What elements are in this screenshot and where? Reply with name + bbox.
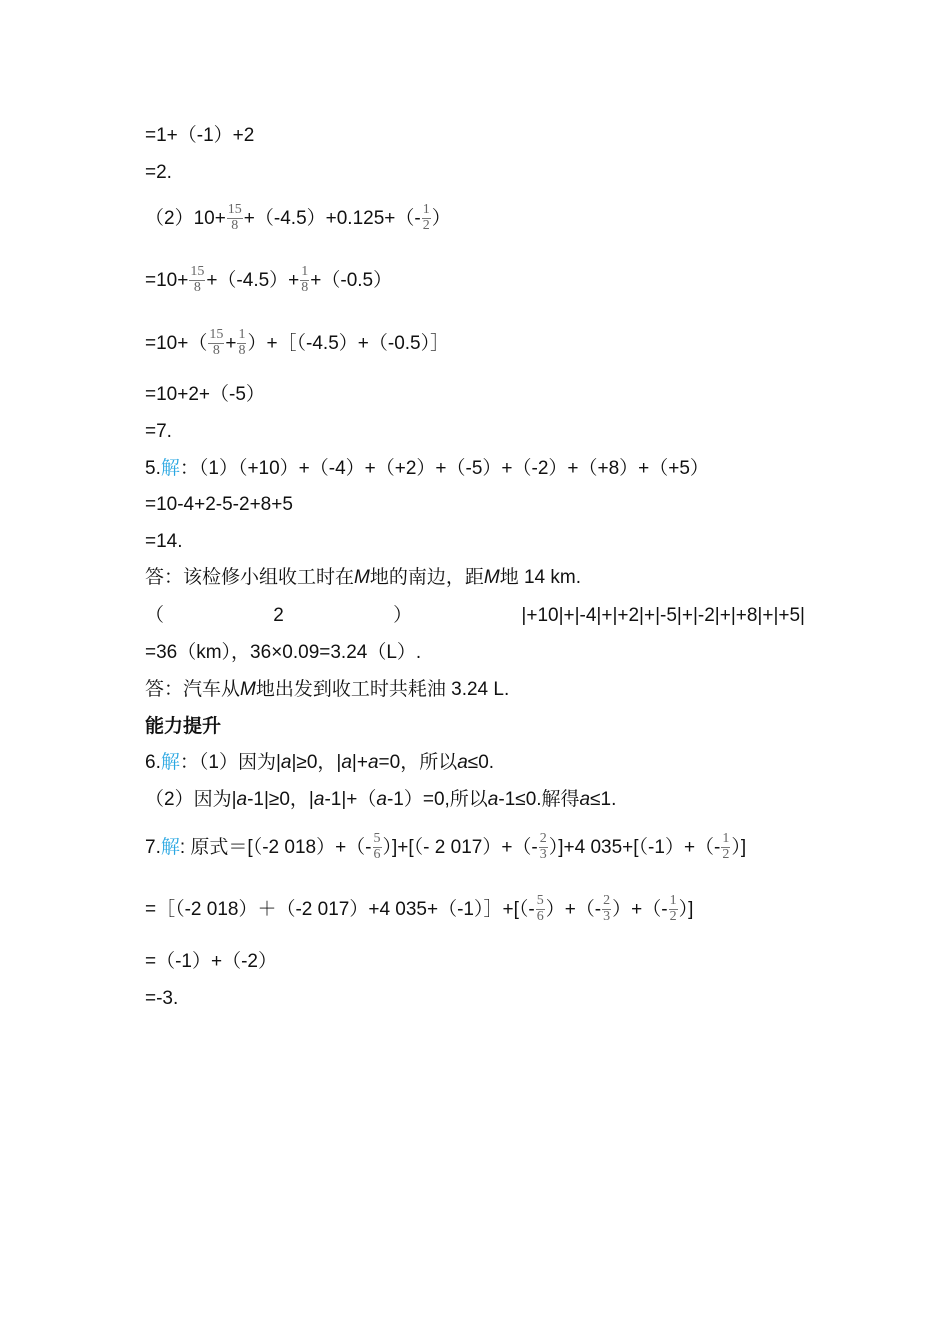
numerator: 15 [227,202,242,217]
variable: a [341,752,352,773]
step-text: =10+2+（-5） [145,384,265,405]
text-segment: ）]+4 035+[（-1）+（- [548,836,721,858]
denominator: 2 [722,846,730,862]
problem-number: 7. [145,836,161,858]
step-text: =10-4+2-5-2+8+5 [145,494,293,515]
denominator: 6 [536,908,544,924]
numerator: 15 [209,327,224,342]
text-segment: -1）=0,所以 [386,789,488,810]
step-line [145,385,265,404]
step-line [145,328,449,358]
numerator: 15 [190,264,205,279]
text-segment: ）] [678,898,694,920]
problem-2-line [145,203,451,233]
step-text: =2. [145,162,172,183]
variable: a [487,789,499,810]
text-segment: =10+（ [145,332,208,354]
text-segment: =10+ [145,269,189,291]
fraction [227,203,243,233]
text-segment: ≤0. [467,752,495,773]
variable: a [280,752,292,773]
numerator: 2 [603,893,611,908]
step-line [145,643,421,662]
fraction [300,265,309,295]
numerator: 1 [238,327,246,342]
text-segment: ：（1）（+10）+（-4）+（+2）+（-5）+（-2）+（+8）+（+5） [179,458,709,479]
justified-line [145,606,805,625]
justified-row [145,606,805,625]
denominator: 8 [193,279,201,295]
text-segment: 2 [273,605,284,626]
numerator: 5 [536,893,544,908]
solution-keyword: 解 [160,458,180,479]
text-segment: ）+（- [545,898,602,920]
step-line [145,495,293,514]
solution-keyword: 解 [160,836,180,858]
text-segment: ）] [731,836,747,858]
fraction [602,894,611,924]
numerator: 1 [669,893,677,908]
denominator: 2 [422,217,430,233]
text-segment: ：（1）因为| [179,752,281,773]
denominator: 3 [539,846,547,862]
text-segment: ≤1. [590,789,617,810]
variable: a [579,789,591,810]
text-segment: +（-0.5） [310,269,393,291]
step-text: =（-1）+（-2） [145,951,277,972]
text-segment: -1|≥0，| [247,789,314,810]
variable: M [354,567,370,588]
problem-number: 5. [145,458,161,479]
denominator: 8 [301,279,309,295]
step-line [145,265,392,295]
step-line [145,422,172,441]
step-text: =7. [145,421,172,442]
text-segment: +（-4.5）+0.125+（- [243,207,421,229]
problem-6-line [145,753,494,772]
variable: M [483,567,500,588]
text-segment: 答：该检修小组收工时在 [145,567,355,588]
problem-number: 6. [145,752,161,773]
text-segment: 地出发到收工时共耗油 3.24 L. [255,679,510,700]
variable: a [236,789,248,810]
step-line [145,790,616,809]
solution-keyword: 解 [160,752,180,773]
fraction [721,832,730,862]
fraction [536,894,545,924]
text-segment: |+ [351,752,368,773]
numerator: 1 [722,831,730,846]
text-segment: : 原式＝[（-2 018）+（- [179,836,372,858]
variable: a [367,752,379,773]
text-segment: -1≤0.解得 [498,789,580,810]
step-text: =-3. [145,988,179,1009]
text-segment: （2）10+ [145,207,226,229]
text-segment: ） [431,207,451,229]
step-line [145,989,178,1008]
section-heading [145,717,221,736]
text-segment: |≥0，| [291,752,342,773]
text-segment: |+10|+|-4|+|+2|+|-5|+|-2|+|+8|+|+5| [521,605,805,626]
answer-line [145,568,581,587]
heading-text: 能力提升 [145,716,222,737]
denominator: 8 [212,342,220,358]
variable: M [240,679,256,700]
numerator: 2 [539,831,547,846]
variable: a [313,789,325,810]
denominator: 3 [603,908,611,924]
step-text: =14. [145,531,183,552]
variable: a [376,789,387,810]
text-segment: -1|+（ [324,789,377,810]
text-segment: 答：汽车从 [145,679,241,700]
step-line [145,532,183,551]
denominator: 2 [669,908,677,924]
text-segment: 地 14 km. [499,567,581,588]
numerator: 5 [373,831,381,846]
text-segment: 地的南边，距 [369,567,484,588]
numerator: 1 [422,202,430,217]
answer-line [145,680,509,699]
text-segment: （ [145,605,165,626]
numerator: 1 [301,264,309,279]
text-segment: （2）因为| [145,789,237,810]
fraction [539,832,548,862]
fraction [189,265,205,295]
text-segment: ） [393,605,413,626]
text-segment: =0，所以 [378,752,458,773]
text-segment: +（-4.5）+ [206,269,300,291]
text-segment: ）+（- [612,898,668,920]
fraction [237,328,246,358]
denominator: 6 [373,846,381,862]
fraction [373,832,382,862]
step-line [145,894,693,924]
fraction [208,328,224,358]
step-line [145,952,277,971]
text-segment: ）]+[（- 2 017）+（- [382,836,538,858]
problem-7-line [145,832,746,862]
variable: a [457,752,468,773]
step-text: =1+（-1）+2 [145,125,255,146]
fraction [669,894,678,924]
step-line [145,163,172,182]
problem-5-line [145,459,709,478]
step-line [145,126,254,145]
denominator: 8 [238,342,246,358]
fraction [422,203,431,233]
text-segment: =［（-2 018）＋（-2 017）+4 035+（-1）］+[（- [145,898,535,920]
text-segment: + [225,332,237,354]
text-segment: ）+［（-4.5）+（-0.5）］ [247,332,450,354]
denominator: 8 [231,217,239,233]
step-text: =36（km），36×0.09=3.24（L）. [145,642,422,663]
